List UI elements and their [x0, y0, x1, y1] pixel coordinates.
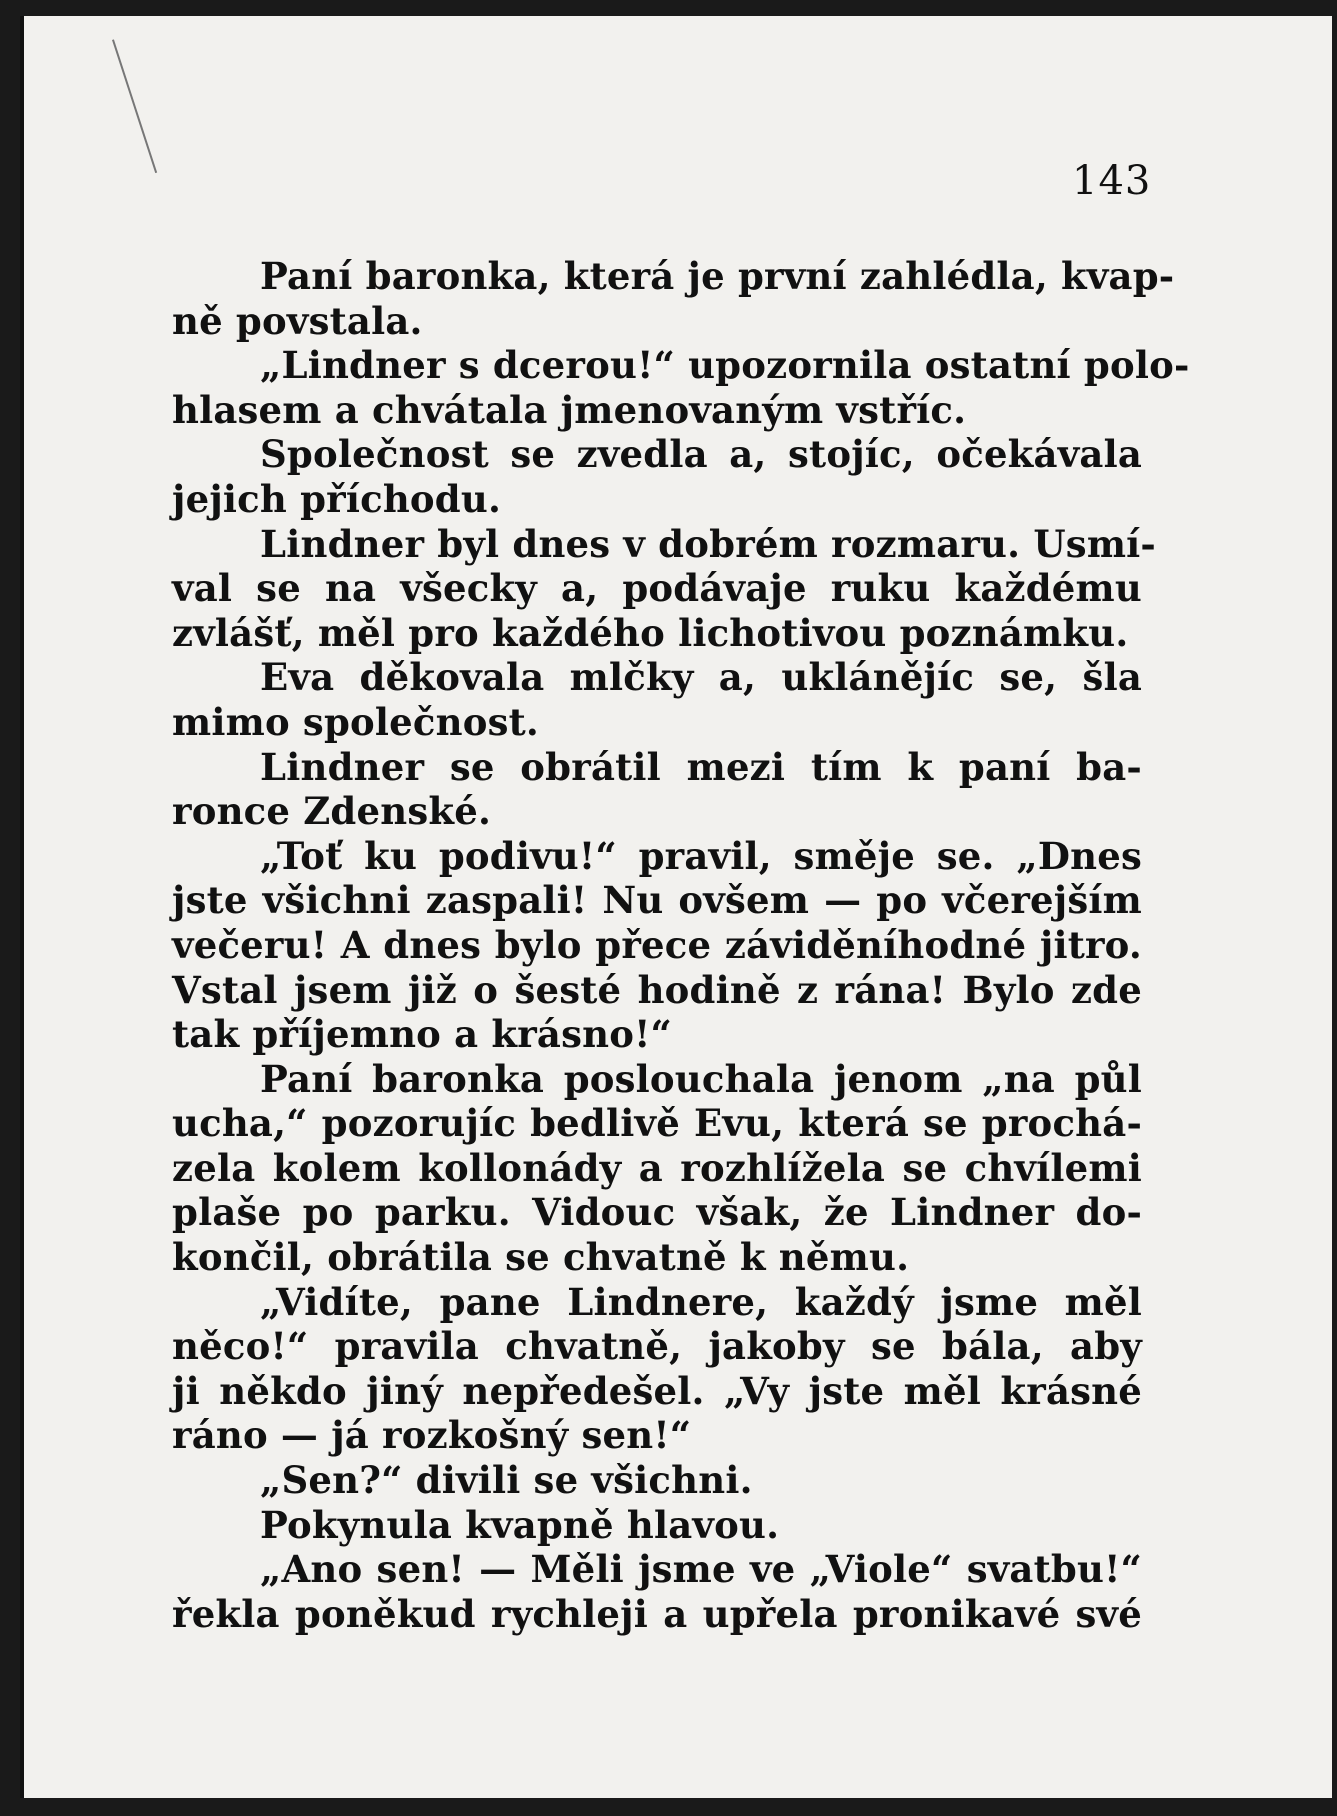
page-edge-mark: [112, 39, 157, 173]
scanned-page: [20, 16, 1332, 1798]
text-line: „Vidíte, pane Lindnere, každý jsme měl: [260, 1279, 1142, 1324]
text-line: ji někdo jiný nepředešel. „Vy jste měl krásné: [172, 1368, 1142, 1413]
text-line: Pokynula kvapně hlavou.: [260, 1502, 780, 1547]
text-line: Společnost se zvedla a, stojíc, očekávala: [260, 432, 1142, 477]
text-line: ráno — já rozkošný sen!“: [172, 1413, 692, 1458]
text-line: jejich příchodu.: [172, 476, 502, 521]
body-text: [172, 254, 1190, 1636]
text-line: zvlášť, měl pro každého lichotivou poznámku.: [172, 610, 1129, 655]
text-line: ucha,“ pozorujíc bedlivě Evu, která se prochá-: [172, 1101, 1142, 1146]
text-line: plaše po parku. Vidouc však, že Lindner do-: [172, 1190, 1142, 1235]
text-line: Paní baronka, která je první zahlédla, kvap-: [260, 254, 1175, 298]
page-number: 143: [1072, 158, 1152, 204]
text-line: val se na všecky a, podávaje ruku každému: [172, 566, 1142, 611]
text-line: ně povstala.: [172, 298, 423, 343]
text-line: tak příjemno a krásno!“: [172, 1012, 673, 1057]
text-line: mimo společnost.: [172, 699, 540, 744]
text-line: řekla poněkud rychleji a upřela pronikavé své: [172, 1591, 1142, 1636]
text-line: Lindner byl dnes v dobrém rozmaru. Usmí-: [260, 521, 1156, 566]
text-line: „Ano sen! — Měli jsme ve „Viole“ svatbu!“: [260, 1547, 1142, 1592]
text-line: něco!“ pravila chvatně, jakoby se bála, aby: [172, 1324, 1142, 1369]
text-line: zela kolem kollonády a rozhlížela se chvílemi: [172, 1145, 1142, 1190]
text-line: Paní baronka poslouchala jenom „na půl: [260, 1056, 1142, 1101]
text-line: ronce Zdenské.: [172, 789, 492, 834]
text-line: hlasem a chvátala jmenovaným vstříc.: [172, 387, 967, 432]
text-line: Lindner se obrátil mezi tím k paní ba-: [260, 744, 1142, 789]
text-line: Eva děkovala mlčky a, uklánějíc se, šla: [260, 655, 1142, 700]
text-line: večeru! A dnes bylo přece záviděníhodné jitro.: [172, 922, 1142, 967]
text-line: končil, obrátila se chvatně k němu.: [172, 1235, 910, 1280]
text-line: „Toť ku podivu!“ pravil, směje se. „Dnes: [260, 833, 1142, 878]
text-line: jste všichni zaspali! Nu ovšem — po včerejším: [172, 878, 1142, 923]
text-line: „Lindner s dcerou!“ upozornila ostatní polo-: [260, 343, 1190, 388]
text-line: Vstal jsem již o šesté hodině z rána! Bylo zde: [172, 967, 1142, 1012]
text-line: „Sen?“ divili se všichni.: [260, 1458, 753, 1503]
